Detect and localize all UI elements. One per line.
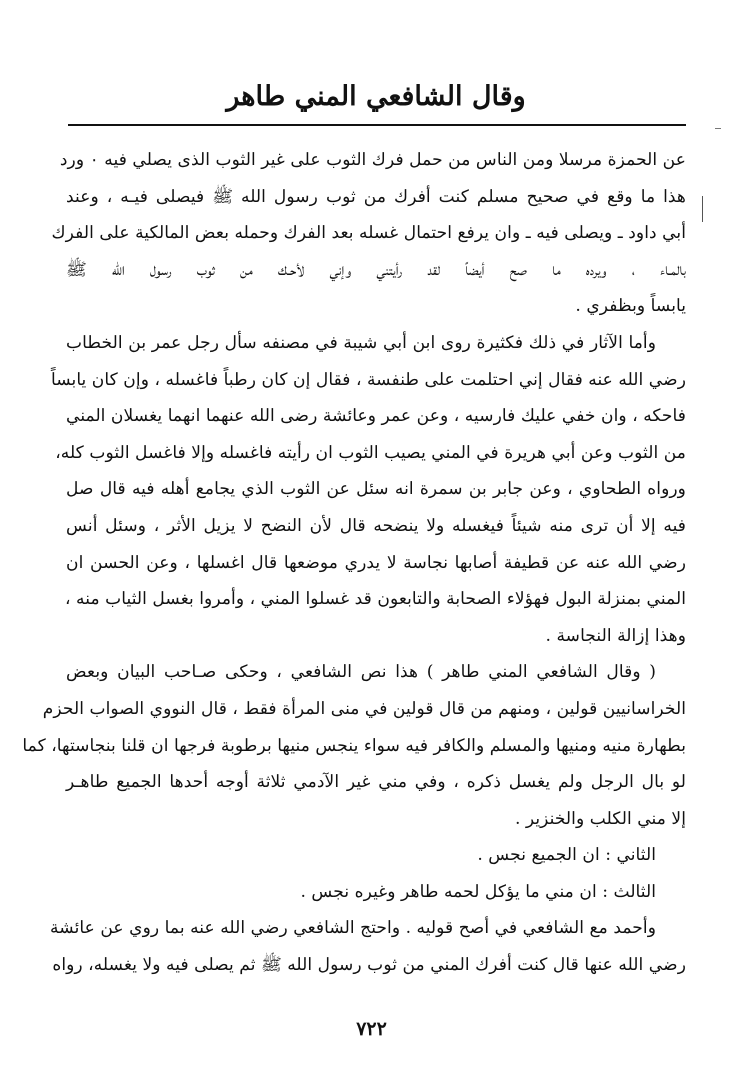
text-line: لو بال الرجل ولم يغسل ذكره ، وفي مني غير الآدمي ثلاثة أوجه أحدها الجميع طاهـر	[66, 772, 686, 793]
text-line: رضي الله عنه فقال إني احتلمت على طنفسة ، فقال إن كان رطباً فاغسله ، وإن كان يابساً	[50, 369, 686, 390]
text-line: أبي داود ـ ويصلى فيه ـ وان يرفع احتمال غسله بعد الفرك وحمله بعض المالكية على الفرك	[51, 223, 686, 244]
text-line: هذا ما وقع في صحيح مسلم كنت أفرك من ثوب رسول الله ﷺ فيصلى فيـه ، وعند	[66, 186, 686, 207]
text-line: وأحمد مع الشافعي في أصح قوليه . واحتج الشافعي رضي الله عنه بما روي عن عائشة	[50, 918, 656, 939]
text-line: رضي الله عنها قال كنت أفرك المني من ثوب رسول الله ﷺ ثم يصلى فيه ولا يغسله، رواه	[52, 955, 686, 976]
text-line: عن الحمزة مرسلا ومن الناس من حمل فرك الثوب على غير الثوب الذى يصلي فيه ٠ ورد	[59, 150, 686, 170]
scan-speck	[715, 128, 721, 129]
text-line: رضي الله عنه عن قطيفة أصابها نجاسة لا يدري موضعها قال اغسلها ، وعن الحسن ان	[66, 552, 686, 573]
text-line: بالمـاء ، ويرده ما صح أيضاً لقد رأيتني وإني لأحـك من ثوب رسول الله ﷺ	[66, 259, 686, 280]
text-line: يابساً وبظفري .	[575, 296, 686, 317]
text-line: الخراسانيين قولين ، ومنهم من قال قولين في منى المرأة فقط ، قال النووي الصواب الحزم	[42, 698, 686, 719]
text-line: المني بمنزلة البول فهؤلاء الصحابة والتابعون قد غسلوا المني ، وأمروا بغسل الثياب منه ،	[65, 589, 686, 610]
page-number: ٧٢٢	[356, 1018, 387, 1040]
text-line: وهذا إزالة النجاسة .	[545, 625, 686, 646]
text-line: من الثوب وعن أبي هريرة في المني يصيب الثوب ان رأيته فاغسله وإلا فاغسل الثوب كله،	[55, 442, 686, 463]
text-line: ورواه الطحاوي ، وعن جابر بن سمرة انه سئل عن الثوب الذي يجامع أهله فيه قال صل	[66, 479, 686, 500]
text-line: ( وقال الشافعي المني طاهر ) هذا نص الشافعي ، وحكى صـاحب البيان وبعض	[66, 662, 656, 683]
text-line: الثاني : ان الجميع نجس .	[477, 845, 656, 866]
text-line: فاحكه ، وان خفي عليك فارسيه ، وعن عمر وعائشة رضى الله عنهما انهما يغسلان المني	[66, 406, 686, 427]
text-line: الثالث : ان مني ما يؤكل لحمه طاهر وغيره نجس .	[300, 881, 656, 902]
page-title: وقال الشافعي المني طاهر	[226, 81, 526, 112]
text-line: وأما الآثار في ذلك فكثيرة روى ابن أبي شيبة في مصنفه سأل رجل عمر بن الخطاب	[66, 332, 656, 353]
margin-mark	[702, 196, 703, 222]
header-divider	[68, 124, 686, 126]
text-line: بطهارة منيه ومنيها والمسلم والكافر فيه سواء ينجس منيها برطوبة فرجها ان قلنا بنجاستها، كما	[22, 735, 686, 756]
body-text	[22, 142, 686, 984]
text-line: فيه إلا أن ترى منه شيئاً فيغسله ولا ينضحه قال لأن النضح لا يزيل الأثر ، وسئل أنس	[66, 515, 686, 536]
text-line: إلا مني الكلب والخنزير .	[514, 808, 686, 829]
